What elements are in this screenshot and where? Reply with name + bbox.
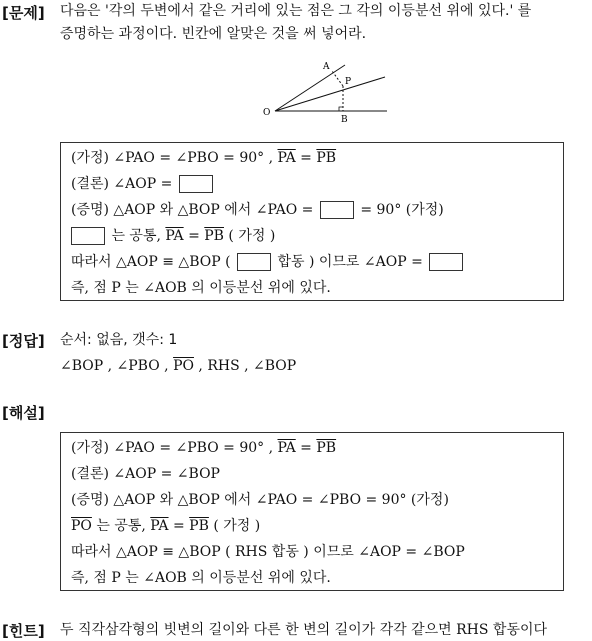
- text-segment: 는 공통,: [107, 228, 166, 244]
- problem-proof-line-3: [71, 198, 444, 222]
- text-segment: 즉, 점 P 는 ∠AOB 의 이등분선 위에 있다.: [71, 280, 331, 296]
- problem-proof-line-4: [71, 224, 275, 248]
- text-segment: 는 공통,: [91, 518, 151, 534]
- explanation-line-5: [71, 540, 465, 564]
- text-segment: ( 가정 ): [208, 518, 261, 534]
- label-a: A: [323, 62, 330, 72]
- text-segment: , RHS , ∠BOP: [193, 358, 297, 374]
- segment-po: $\overline{PO}$: [173, 358, 194, 374]
- answer-line-1: 순서: 없음, 갯수: 1: [60, 332, 178, 348]
- text-segment: (증명) △AOP 와 △BOP 에서 ∠PAO =: [71, 202, 318, 218]
- text-segment: (가정) ∠PAO = ∠PBO = 90° ,: [71, 150, 278, 166]
- text-segment: 따라서 △AOP ≡ △BOP (: [71, 254, 236, 270]
- problem-line-1: 다음은 '각의 두변에서 같은 거리에 있는 점은 그 각의 이등분선 위에 있다.' 를: [60, 3, 532, 19]
- problem-proof-line-1: [71, 146, 336, 170]
- ray-op: [275, 77, 385, 111]
- explanation-line-4: [71, 514, 260, 538]
- segment-pa: $\overline{PA}$: [165, 228, 184, 244]
- segment-pb: $\overline{PB}$: [204, 228, 224, 244]
- answer-line-2: [60, 355, 296, 377]
- text-segment: =: [183, 228, 205, 244]
- segment-pa: $\overline{PA}$: [277, 440, 296, 456]
- angle-bisector-figure: [255, 54, 395, 124]
- problem-proof-box: [60, 142, 564, 301]
- text-segment: 따라서 △AOP ≡ △BOP ( RHS 합동 ) 이므로 ∠AOP = ∠BOP: [71, 544, 465, 560]
- label-b: B: [341, 115, 348, 124]
- label-o: O: [263, 108, 271, 118]
- label-p: P: [345, 77, 352, 87]
- text-segment: (결론) ∠AOP = ∠BOP: [71, 466, 220, 482]
- blank-box-3[interactable]: [71, 227, 105, 245]
- hint-tag: [힌트]: [2, 622, 45, 640]
- segment-pb: $\overline{PB}$: [316, 440, 337, 456]
- text-segment: 합동 ) 이므로 ∠AOP =: [273, 254, 428, 270]
- text-segment: (가정) ∠PAO = ∠PBO = 90° ,: [71, 440, 278, 456]
- blank-box-5[interactable]: [429, 253, 463, 271]
- blank-box-1[interactable]: [179, 175, 213, 193]
- segment-pb: $\overline{PB}$: [189, 518, 209, 534]
- text-segment: =: [295, 150, 317, 166]
- explanation-line-1: [71, 436, 336, 460]
- problem-tag: [문제]: [2, 4, 45, 22]
- segment-po: $\overline{PO}$: [71, 518, 92, 534]
- text-segment: (증명) △AOP 와 △BOP 에서 ∠PAO = ∠PBO = 90° (가정): [71, 492, 449, 508]
- text-segment: (결론) ∠AOP =: [71, 176, 177, 192]
- text-segment: ∠BOP , ∠PBO ,: [60, 358, 174, 374]
- explanation-line-3: [71, 488, 449, 512]
- explanation-line-6: [71, 566, 331, 590]
- segment-pa: $\overline{PA}$: [277, 150, 296, 166]
- problem-proof-line-2: [71, 172, 215, 196]
- text-segment: 즉, 점 P 는 ∠AOB 의 이등분선 위에 있다.: [71, 570, 331, 586]
- ray-oa: [275, 65, 345, 111]
- text-segment: ( 가정 ): [223, 228, 276, 244]
- explanation-proof-box: [60, 432, 564, 591]
- segment-pa: $\overline{PA}$: [150, 518, 169, 534]
- answer-tag: [정답]: [2, 332, 45, 350]
- explanation-line-2: [71, 462, 220, 486]
- problem-line-2: 증명하는 과정이다. 빈칸에 알맞은 것을 써 넣어라.: [60, 26, 367, 42]
- right-angle-mark: [339, 107, 343, 111]
- text-segment: = 90° (가정): [355, 202, 444, 218]
- blank-box-4[interactable]: [237, 253, 271, 271]
- text-segment: =: [295, 440, 317, 456]
- problem-proof-line-6: [71, 276, 331, 300]
- segment-pb: $\overline{PB}$: [316, 150, 337, 166]
- hint-text: 두 직각삼각형의 빗변의 길이와 다른 한 변의 길이가 각각 같으면 RHS 합동이다: [60, 622, 548, 638]
- problem-proof-line-5: [71, 250, 465, 274]
- explanation-tag: [해설]: [2, 404, 45, 422]
- perpendicular-pa: [332, 71, 343, 86]
- blank-box-2[interactable]: [320, 201, 354, 219]
- text-segment: =: [168, 518, 190, 534]
